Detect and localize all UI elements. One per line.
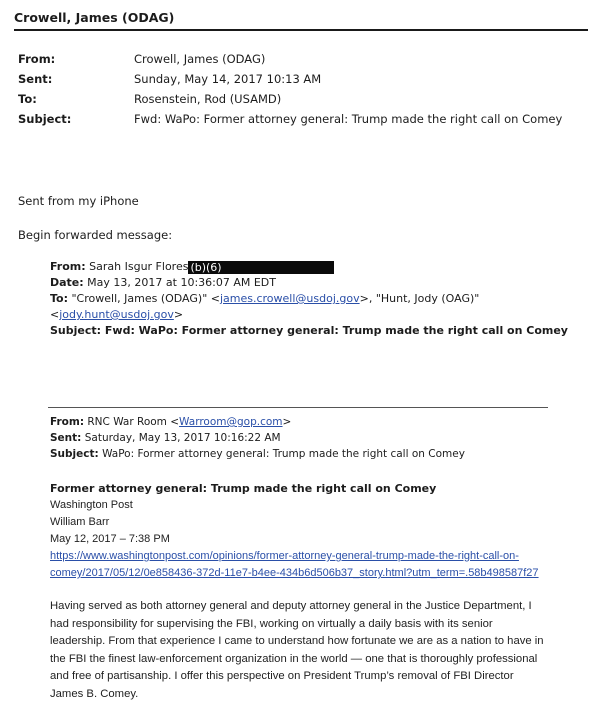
from-value: Crowell, James (ODAG) — [134, 52, 266, 66]
article-body-line: and free of partisanship. I offer this perspective on President Trump’s removal of FBI Director — [50, 670, 514, 682]
header-rule — [14, 29, 588, 31]
forwarded-to-line2 — [50, 308, 183, 321]
forwarded-subject-label: Subject: — [50, 324, 102, 337]
from-label: From: — [18, 52, 56, 66]
sent-label: Sent: — [18, 72, 53, 86]
subject-value: Fwd: WaPo: Former attorney general: Trump made the right call on Comey — [134, 112, 563, 126]
article-url-line1[interactable]: https://www.washingtonpost.com/opinions/former-attorney-general-trump-made-the-right-call-on- — [50, 550, 519, 562]
forwarded-to-label: To: — [50, 292, 68, 305]
subject-label: Subject: — [18, 112, 72, 126]
signature: Sent from my iPhone — [18, 194, 139, 208]
email-link-crowell[interactable]: james.crowell@usdoj.gov — [219, 292, 360, 305]
forwarded-date-label: Date: — [50, 276, 84, 289]
article-body — [50, 598, 570, 703]
article-publication: Washington Post — [50, 499, 133, 511]
rnc-from-gt: > — [282, 416, 292, 428]
document-owner-header: Crowell, James (ODAG) — [14, 10, 175, 25]
forwarded-from-label: From: — [50, 260, 86, 273]
forward-divider — [48, 407, 548, 408]
forwarded-to-name1: "Crowell, James (ODAG)" < — [71, 292, 220, 305]
rnc-sent-line — [50, 432, 281, 444]
forwarded-to-gt: > — [173, 308, 184, 321]
article-body-line: had responsibility for supervising the FBI, working on virtually a daily basis with its senior — [50, 617, 493, 630]
to-label: To: — [18, 92, 37, 106]
article-body-line: Having served as both attorney general and deputy attorney general in the Justice Department, I — [50, 600, 532, 612]
rnc-subject-value: WaPo: Former attorney general: Trump made the right call on Comey — [102, 448, 465, 460]
sent-value: Sunday, May 14, 2017 10:13 AM — [134, 72, 322, 86]
article-body-line: James B. Comey. — [50, 687, 139, 700]
rnc-sent-value: Saturday, May 13, 2017 10:16:22 AM — [84, 432, 281, 444]
redaction-code: (b)(6) — [190, 260, 222, 274]
article-url-line2[interactable]: comey/2017/05/12/0e858436-372d-11e7-b4ee-434b6d506b37_story.html?utm_term=.58b498587f27 — [50, 567, 539, 579]
email-link-hunt[interactable]: jody.hunt@usdoj.gov — [59, 308, 174, 321]
email-link-warroom[interactable]: Warroom@gop.com — [179, 416, 283, 428]
rnc-from-line — [50, 416, 291, 428]
article-title: Former attorney general: Trump made the right call on Comey — [50, 482, 437, 495]
forwarded-subject-value: Fwd: WaPo: Former attorney general: Trump made the right call on Comey — [104, 324, 568, 337]
rnc-from-name: RNC War Room < — [87, 416, 180, 428]
forwarded-to-lt: < — [50, 308, 60, 321]
forwarded-date-value: May 13, 2017 at 10:36:07 AM EDT — [87, 276, 276, 289]
article-body-line: leadership. From that experience I came to understand how fortunate we are as a nation to have in — [50, 635, 544, 647]
redaction-block — [224, 261, 334, 274]
article-date: May 12, 2017 – 7:38 PM — [50, 533, 170, 545]
forwarded-to-sep: >, "Hunt, Jody (OAG)" — [359, 292, 480, 305]
rnc-sent-label: Sent: — [50, 432, 82, 444]
article-author: William Barr — [50, 516, 110, 528]
rnc-subject-label: Subject: — [50, 448, 99, 460]
forwarded-subject-line — [50, 324, 568, 337]
forwarded-from-value: Sarah Isgur Flores — [89, 260, 189, 273]
forwarded-from-line — [50, 260, 334, 274]
rnc-from-label: From: — [50, 416, 85, 428]
forwarded-date-line — [50, 276, 276, 289]
article-body-line: the FBI the finest law-enforcement organization in the world — one that is thoroughly professional — [50, 652, 538, 665]
forwarded-to-line — [50, 292, 479, 305]
forward-intro: Begin forwarded message: — [18, 228, 173, 242]
rnc-subject-line — [50, 448, 465, 460]
to-value: Rosenstein, Rod (USAMD) — [134, 92, 282, 106]
